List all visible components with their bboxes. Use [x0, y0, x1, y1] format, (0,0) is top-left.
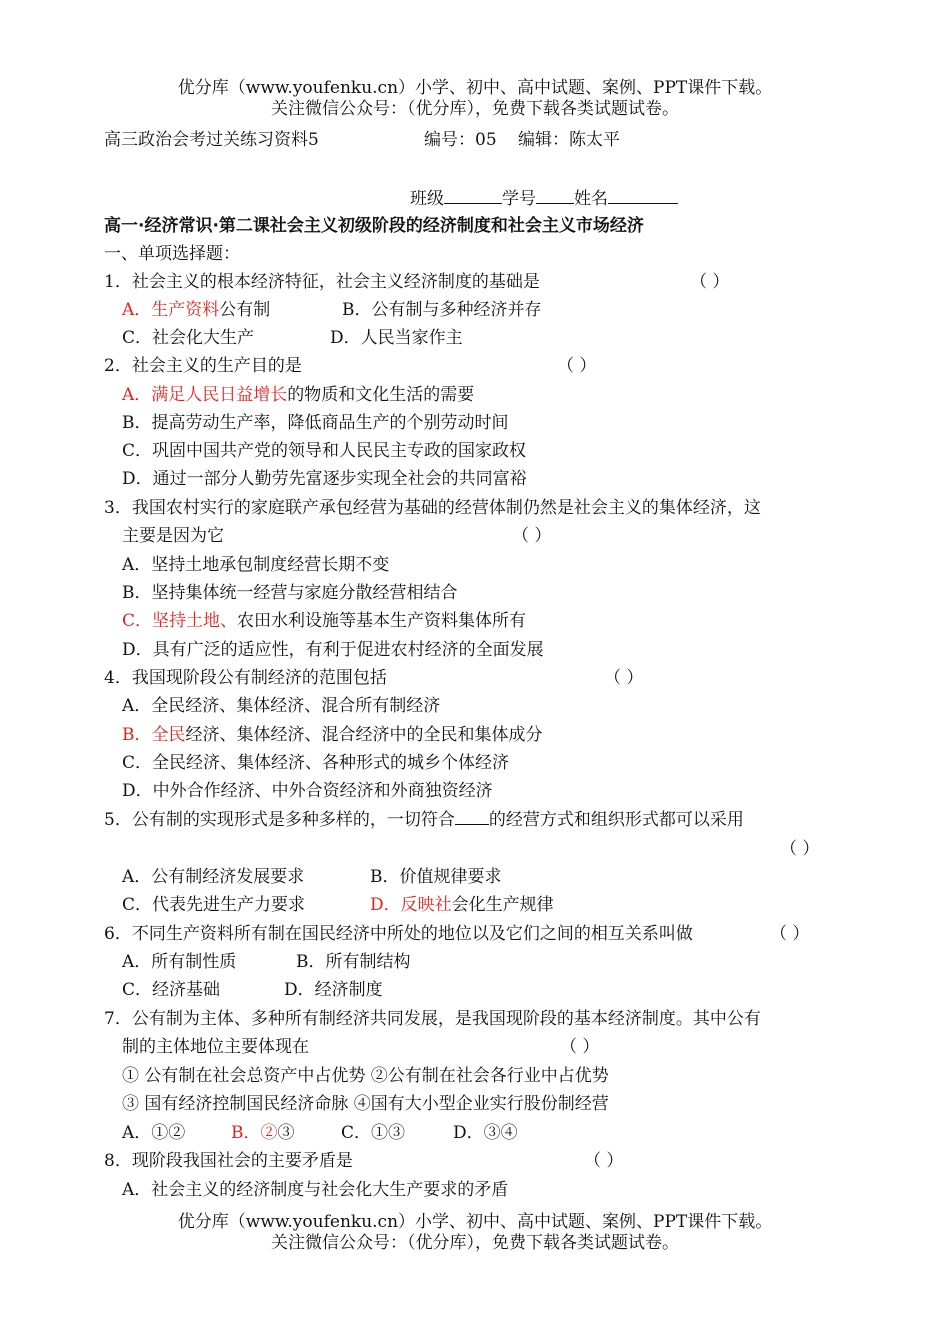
- q4-option-b-rest: 经济、集体经济、混合经济中的全民和集体成分: [185, 725, 543, 745]
- q2-stem: 2．社会主义的生产目的是: [104, 356, 302, 376]
- q2-option-b[interactable]: B．提高劳动生产率，降低商品生产的个别劳动时间: [122, 413, 509, 433]
- top-banner: [0, 78, 950, 120]
- doc-title: 高三政治会考过关练习资料5: [104, 130, 319, 150]
- q7-option-b-rest: ③: [277, 1123, 295, 1143]
- bottom-banner-line2: 关注微信公众号：（优分库），免费下载各类试题试卷。: [271, 1233, 679, 1253]
- q7-items-3-4: ③ 国有经济控制国民经济命脉 ④国有大小型企业实行股份制经营: [122, 1094, 609, 1114]
- q5-fill-blank[interactable]: [455, 806, 489, 825]
- q3-answer-paren[interactable]: （ ）: [512, 526, 552, 546]
- q5-option-b[interactable]: B．价值规律要求: [370, 867, 502, 887]
- q3-option-b[interactable]: B．坚持集体统一经营与家庭分散经营相结合: [122, 583, 458, 603]
- q7-option-b-marked: B．②: [231, 1123, 278, 1143]
- name-label: 姓名: [574, 189, 608, 209]
- q8-answer-paren[interactable]: （ ）: [584, 1151, 624, 1171]
- q1-stem: 1．社会主义的根本经济特征，社会主义经济制度的基础是: [104, 272, 540, 292]
- q4-option-a[interactable]: A．全民经济、集体经济、混合所有制经济: [122, 696, 441, 716]
- q2-answer-paren[interactable]: （ ）: [557, 356, 597, 376]
- q7-items-1-2: ① 公有制在社会总资产中占优势 ②公有制在社会各行业中占优势: [122, 1066, 609, 1086]
- q2-option-a[interactable]: [122, 381, 474, 409]
- q4-stem: 4．我国现阶段公有制经济的范围包括: [104, 668, 387, 688]
- top-banner-line1: 优分库（www.youfenku.cn）小学、初中、高中试题、案例、PPT课件下载。: [177, 78, 773, 98]
- q5-option-c[interactable]: C．代表先进生产力要求: [122, 895, 306, 915]
- q3-stem-line2: 主要是因为它: [122, 526, 224, 546]
- lesson-title: 高一·经济常识·第二课社会主义初级阶段的经济制度和社会主义市场经济: [104, 216, 644, 236]
- q8-option-a[interactable]: A．社会主义的经济制度与社会化大生产要求的矛盾: [122, 1180, 509, 1200]
- q7-stem-line1: 7．公有制为主体、多种所有制经济共同发展，是我国现阶段的基本经济制度。其中公有: [104, 1009, 761, 1029]
- id-label: 学号: [502, 189, 536, 209]
- q3-option-c-marked: C．坚持土地、: [122, 611, 238, 631]
- section-title: 一、单项选择题：: [104, 244, 240, 264]
- q4-answer-paren[interactable]: （ ）: [604, 668, 644, 688]
- q1-option-a-marked: A．生产资料: [122, 300, 220, 320]
- q5-option-d-marked: D．反映社: [370, 895, 452, 915]
- q5-option-a[interactable]: A．公有制经济发展要求: [122, 867, 305, 887]
- q4-option-d[interactable]: D．中外合作经济、中外合资经济和外商独资经济: [122, 781, 493, 801]
- id-blank[interactable]: [536, 185, 574, 204]
- q1-option-c[interactable]: C．社会化大生产: [122, 328, 255, 348]
- q2-option-d[interactable]: D．通过一部分人勤劳先富逐步实现全社会的共同富裕: [122, 469, 527, 489]
- q3-option-c-rest: 农田水利设施等基本生产资料集体所有: [237, 611, 527, 631]
- q7-stem-line2: 制的主体地位主要体现在: [122, 1037, 309, 1057]
- q6-answer-paren[interactable]: （ ）: [770, 924, 810, 944]
- q5-answer-paren[interactable]: （ ）: [780, 839, 820, 859]
- q3-option-a[interactable]: A．坚持土地承包制度经营长期不变: [122, 555, 390, 575]
- q7-option-d[interactable]: D．③④: [453, 1123, 518, 1143]
- q1-option-a-rest: 公有制: [219, 300, 271, 320]
- q3-stem-line1: 3．我国农村实行的家庭联产承包经营为基础的经营体制仍然是社会主义的集体经济，这: [104, 498, 761, 518]
- class-label: 班级: [410, 189, 444, 209]
- q8-stem: 8．现阶段我国社会的主要矛盾是: [104, 1151, 353, 1171]
- q7-option-c[interactable]: C．①③: [341, 1123, 406, 1143]
- q3-option-c[interactable]: [122, 607, 526, 635]
- student-info: [410, 185, 678, 211]
- q1-option-a[interactable]: [122, 296, 270, 324]
- q6-option-d[interactable]: D．经济制度: [284, 980, 383, 1000]
- q5-stem-part2: 的经营方式和组织形式都可以采用: [488, 810, 744, 830]
- q5-stem: [104, 806, 744, 834]
- bottom-banner: [0, 1212, 950, 1254]
- q1-option-d[interactable]: D．人民当家作主: [330, 328, 463, 348]
- name-blank[interactable]: [608, 185, 678, 204]
- q1-option-b[interactable]: B．公有制与多种经济并存: [342, 300, 542, 320]
- doc-number: 编号：05: [424, 130, 497, 150]
- q6-stem: 6．不同生产资料所有制在国民经济中所处的地位以及它们之间的相互关系叫做: [104, 924, 693, 944]
- q4-option-c[interactable]: C．全民经济、集体经济、各种形式的城乡个体经济: [122, 753, 510, 773]
- q4-option-b[interactable]: [122, 721, 543, 749]
- q4-option-b-marked: B．全民: [122, 725, 186, 745]
- q7-option-a[interactable]: A．①②: [122, 1123, 186, 1143]
- doc-editor: 编辑：陈太平: [518, 130, 620, 150]
- q7-answer-paren[interactable]: （ ）: [560, 1037, 600, 1057]
- q5-option-d[interactable]: [370, 891, 554, 919]
- q3-option-d[interactable]: D．具有广泛的适应性，有利于促进农村经济的全面发展: [122, 640, 544, 660]
- top-banner-line2: 关注微信公众号：（优分库），免费下载各类试题试卷。: [271, 99, 679, 119]
- q6-option-b[interactable]: B．所有制结构: [296, 952, 411, 972]
- q6-option-c[interactable]: C．经济基础: [122, 980, 221, 1000]
- q6-option-a[interactable]: A．所有制性质: [122, 952, 237, 972]
- q1-answer-paren[interactable]: （ ）: [690, 272, 730, 292]
- bottom-banner-line1: 优分库（www.youfenku.cn）小学、初中、高中试题、案例、PPT课件下载。: [177, 1212, 773, 1232]
- q5-stem-part1: 5．公有制的实现形式是多种多样的，一切符合: [104, 810, 455, 830]
- class-blank[interactable]: [444, 185, 502, 204]
- q7-option-b[interactable]: [231, 1119, 295, 1147]
- q2-option-a-rest: 的物质和文化生活的需要: [287, 385, 475, 405]
- q2-option-a-marked: A．满足人民日益增长: [122, 385, 288, 405]
- q2-option-c[interactable]: C．巩固中国共产党的领导和人民民主专政的国家政权: [122, 441, 527, 461]
- q5-option-d-rest: 会化生产规律: [451, 895, 554, 915]
